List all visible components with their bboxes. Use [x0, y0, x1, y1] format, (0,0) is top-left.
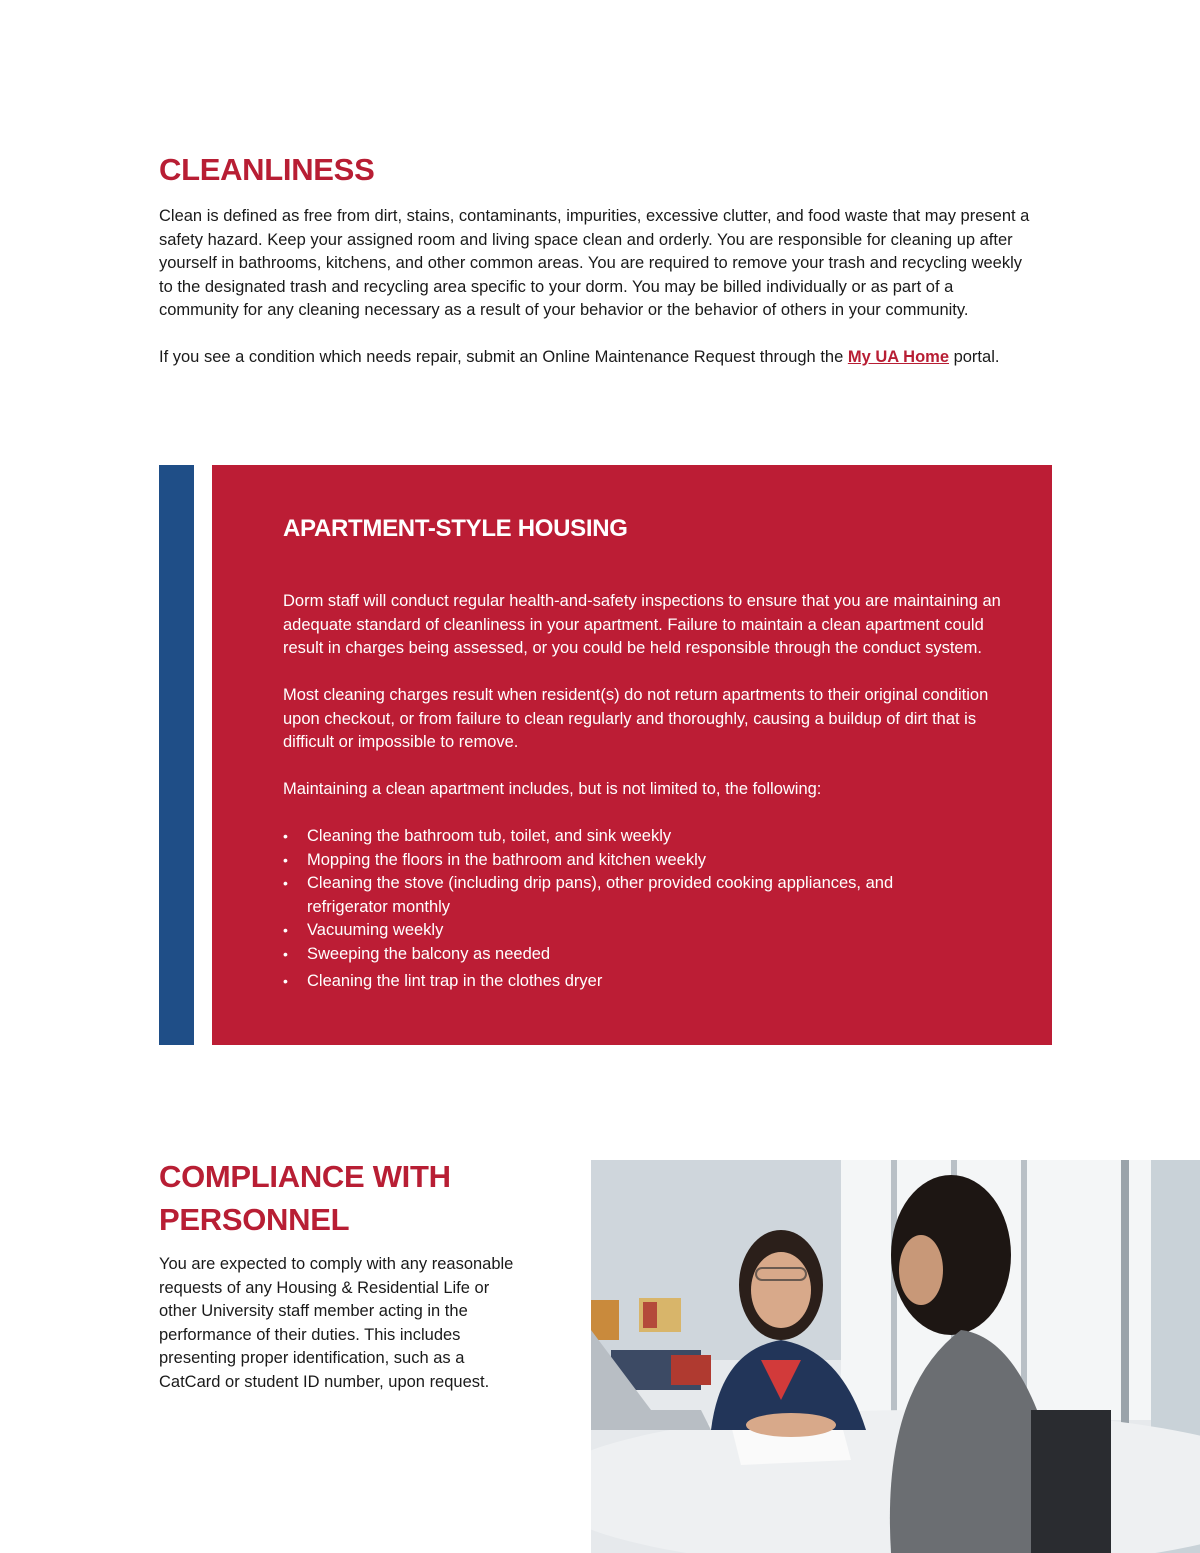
list-item: • Vacuuming weekly [283, 919, 923, 943]
inspection-paragraph: Dorm staff will conduct regular health-and-safety inspections to ensure that you are maintaining an adequate standard of cleanliness in your apartment. Failure to maintain a clean apartment could result in charges being assessed, or you could be held responsible through the conduct system. [283, 592, 1001, 657]
list-item: • Mopping the floors in the bathroom and kitchen weekly [283, 849, 923, 873]
apartment-housing-callout [212, 465, 1052, 1045]
repair-suffix-text: portal. [949, 348, 1000, 366]
list-intro-paragraph: Maintaining a clean apartment includes, but is not limited to, the following: [283, 780, 822, 798]
cleaning-charges-paragraph: Most cleaning charges result when resident(s) do not return apartments to their original condition upon checkout, or from failure to clean regularly and thoroughly, causing a buildup of dirt that is difficult or impossible to remove. [283, 686, 989, 751]
list-item: • Cleaning the stove (including drip pans), other provided cooking appliances, and refrigerator monthly [283, 872, 923, 919]
repair-paragraph [159, 346, 1039, 370]
list-item: • Sweeping the balcony as needed [283, 943, 923, 967]
compliance-paragraph: You are expected to comply with any reasonable requests of any Housing & Residential Life or other University staff member acting in the performance of their duties. This includes presenting proper identification, such as a CatCard or student ID number, upon request. [159, 1255, 514, 1391]
cleanliness-heading: CLEANLINESS [159, 152, 375, 187]
list-item: • Cleaning the bathroom tub, toilet, and sink weekly [283, 825, 923, 849]
cleaning-list [283, 825, 923, 994]
repair-prefix-text: If you see a condition which needs repair, submit an Online Maintenance Request through the [159, 348, 848, 366]
cleanliness-paragraph: Clean is defined as free from dirt, stains, contaminants, impurities, excessive clutter, and food waste that may present a safety hazard. Keep your assigned room and living space clean and orderly. You are responsible for cleaning up after yourself in bathrooms, kitchens, and other common areas. You are required to remove your trash and recycling weekly to the designated trash and recycling area specific to your dorm. You may be billed individually or as part of a community for any cleaning necessary as a result of your behavior or the behavior of others in your community. [159, 207, 1030, 319]
list-item: • Cleaning the lint trap in the clothes dryer [283, 970, 923, 994]
my-ua-home-link[interactable]: My UA Home [847, 348, 949, 366]
apartment-housing-heading: APARTMENT-STYLE HOUSING [283, 515, 628, 542]
compliance-heading: COMPLIANCE WITH PERSONNEL [159, 1159, 451, 1237]
students-meeting-photo [591, 1160, 1200, 1553]
blue-accent-bar [159, 465, 194, 1045]
photo-illustration [591, 1160, 1200, 1553]
